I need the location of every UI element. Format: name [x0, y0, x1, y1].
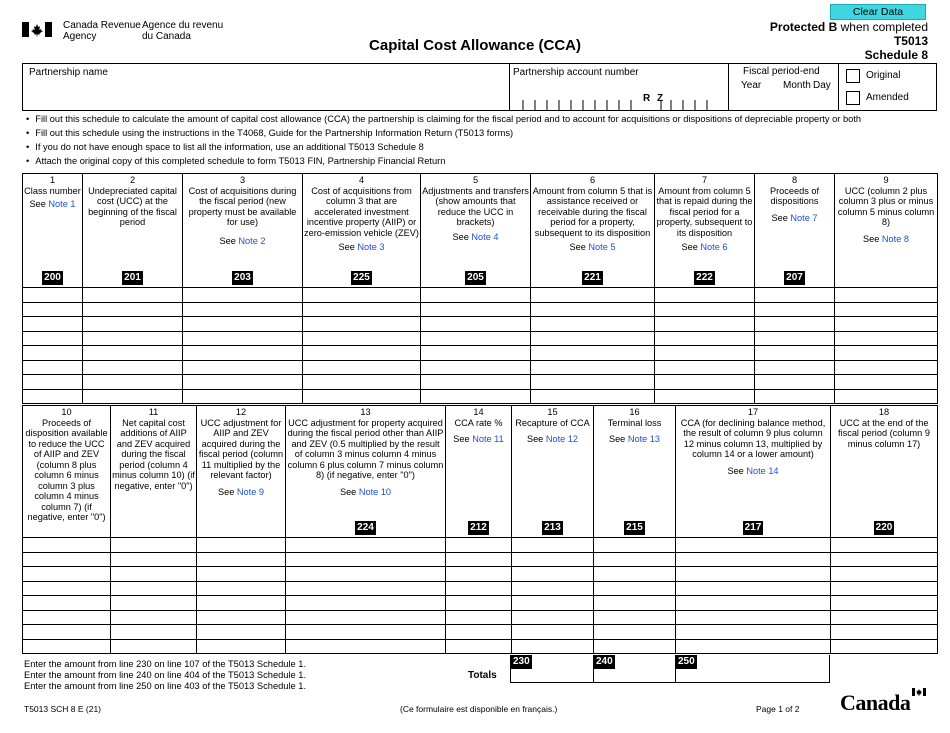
- input-cell[interactable]: [446, 552, 512, 567]
- cca-table-part2: [22, 405, 938, 654]
- input-cell[interactable]: [512, 581, 594, 596]
- input-cell[interactable]: [512, 552, 594, 567]
- input-cell[interactable]: [594, 639, 676, 654]
- input-cell[interactable]: [83, 360, 183, 375]
- input-cell[interactable]: [421, 375, 531, 390]
- input-cell[interactable]: [835, 302, 938, 317]
- input-cell[interactable]: [531, 317, 655, 332]
- line-code-222: 222: [696, 272, 713, 283]
- input-cell[interactable]: [183, 331, 303, 346]
- note-11-link[interactable]: Note 11: [472, 434, 504, 444]
- input-cell[interactable]: [446, 596, 512, 611]
- input-cell[interactable]: [594, 581, 676, 596]
- input-cell[interactable]: [421, 288, 531, 303]
- input-cell[interactable]: [303, 288, 421, 303]
- input-cell[interactable]: [655, 389, 755, 404]
- year-label: Year: [741, 80, 762, 91]
- input-cell[interactable]: [512, 639, 594, 654]
- line-code-213: 213: [544, 522, 561, 533]
- input-cell[interactable]: [83, 375, 183, 390]
- input-cell[interactable]: [655, 331, 755, 346]
- protected-label: [770, 20, 928, 34]
- line-code-224: 224: [357, 522, 374, 533]
- table-row: [23, 581, 938, 596]
- input-cell[interactable]: [512, 625, 594, 640]
- amended-label: Amended: [866, 92, 909, 103]
- input-cell[interactable]: [531, 389, 655, 404]
- original-checkbox[interactable]: [846, 69, 860, 83]
- input-cell[interactable]: [421, 346, 531, 361]
- input-cell[interactable]: [755, 375, 835, 390]
- input-cell[interactable]: [446, 538, 512, 553]
- input-cell[interactable]: [83, 346, 183, 361]
- form-code: T5013 SCH 8 E (21): [24, 704, 102, 714]
- input-cell[interactable]: [111, 552, 197, 567]
- input-cell[interactable]: [286, 625, 446, 640]
- form-id: T5013: [893, 34, 928, 48]
- input-cell[interactable]: [676, 610, 831, 625]
- table-row: [23, 639, 938, 654]
- col-3-header: 3 Cost of acquisitions during the fiscal period (new property must be available for use) See Note 2 203: [183, 174, 303, 288]
- input-cell[interactable]: [197, 639, 286, 654]
- input-cell[interactable]: [446, 567, 512, 582]
- partnership-account-label: Partnership account number: [513, 67, 639, 78]
- input-cell[interactable]: [655, 375, 755, 390]
- input-cell[interactable]: [111, 538, 197, 553]
- input-cell[interactable]: [655, 302, 755, 317]
- input-cell[interactable]: [83, 302, 183, 317]
- input-cell[interactable]: [197, 581, 286, 596]
- input-cell[interactable]: [197, 538, 286, 553]
- line-code-225: 225: [353, 272, 370, 283]
- input-cell[interactable]: [755, 360, 835, 375]
- wordmark-flag-icon: [912, 688, 926, 696]
- input-cell[interactable]: [655, 360, 755, 375]
- input-cell[interactable]: [111, 610, 197, 625]
- input-cell[interactable]: [111, 625, 197, 640]
- line-code-205: 205: [467, 272, 484, 283]
- input-cell[interactable]: [421, 389, 531, 404]
- input-cell[interactable]: [755, 331, 835, 346]
- col-8-header: 8 Proceeds of dispositions See Note 7 207: [755, 174, 835, 288]
- fiscal-period-end-label: Fiscal period-end: [743, 66, 820, 77]
- note-12-link[interactable]: Note 12: [545, 434, 579, 444]
- input-cell[interactable]: [23, 346, 83, 361]
- input-cell[interactable]: [831, 625, 938, 640]
- cca-table-part1: [22, 173, 938, 404]
- input-cell[interactable]: [531, 302, 655, 317]
- input-cell[interactable]: [421, 360, 531, 375]
- table-row: [23, 302, 938, 317]
- month-label: Month: [783, 80, 811, 91]
- input-cell[interactable]: [831, 552, 938, 567]
- input-cell[interactable]: [197, 567, 286, 582]
- col-15-header: 15 Recapture of CCA See Note 12 213: [512, 406, 594, 538]
- input-cell[interactable]: [835, 389, 938, 404]
- input-cell[interactable]: [531, 375, 655, 390]
- table-row: [23, 610, 938, 625]
- table-row: [23, 596, 938, 611]
- note-1-link[interactable]: Note 1: [48, 199, 76, 209]
- input-cell[interactable]: [197, 596, 286, 611]
- input-cell[interactable]: [594, 596, 676, 611]
- input-cell[interactable]: [286, 610, 446, 625]
- col-12-header: 12 UCC adjustment for AIIP and ZEV acquired during the fiscal period (column 11 multiplied by the relevant factor) See Note 9: [197, 406, 286, 538]
- input-cell[interactable]: [23, 538, 111, 553]
- line-code-250: 250: [678, 656, 695, 667]
- page-number: Page 1 of 2: [756, 704, 800, 714]
- line-code-230: 230: [513, 656, 530, 667]
- input-cell[interactable]: [303, 317, 421, 332]
- input-cell[interactable]: [23, 610, 111, 625]
- line-code-220: 220: [875, 522, 893, 533]
- totals-instruction-line: Enter the amount from line 230 on line 107 of the T5013 Schedule 1.: [24, 659, 307, 669]
- input-cell[interactable]: [676, 596, 831, 611]
- totals-instruction-line: Enter the amount from line 240 on line 404 of the T5013 Schedule 1.: [24, 670, 307, 680]
- input-cell[interactable]: [446, 639, 512, 654]
- input-cell[interactable]: [303, 346, 421, 361]
- totals-label: Totals: [468, 670, 497, 681]
- input-cell[interactable]: [446, 581, 512, 596]
- day-label: Day: [813, 80, 831, 91]
- line-code-215: 215: [626, 522, 643, 533]
- input-cell[interactable]: [303, 360, 421, 375]
- input-cell[interactable]: [303, 375, 421, 390]
- input-cell[interactable]: [755, 302, 835, 317]
- input-cell[interactable]: [197, 625, 286, 640]
- col-14-header: 14 CCA rate % See Note 11 212: [446, 406, 512, 538]
- agency-fr-line2: du Canada: [142, 31, 191, 42]
- input-cell[interactable]: [676, 639, 831, 654]
- partnership-name-input[interactable]: [25, 80, 505, 108]
- input-cell[interactable]: [111, 581, 197, 596]
- col-1-header: 1 Class number See Note 1 200: [23, 174, 83, 288]
- input-cell[interactable]: [286, 552, 446, 567]
- input-cell[interactable]: [835, 288, 938, 303]
- input-cell[interactable]: [446, 625, 512, 640]
- rz-label: R Z: [643, 93, 666, 104]
- input-cell[interactable]: [83, 389, 183, 404]
- amended-checkbox[interactable]: [846, 91, 860, 105]
- partnership-name-label: Partnership name: [29, 67, 108, 78]
- canada-wordmark: [840, 690, 910, 716]
- instruction-item: • Fill out this schedule using the instructions in the T4068, Guide for the Partnership Information Return (T5013 forms): [26, 126, 861, 140]
- identification-box: [22, 63, 937, 111]
- input-cell[interactable]: [23, 581, 111, 596]
- input-cell[interactable]: [303, 331, 421, 346]
- input-cell[interactable]: [183, 317, 303, 332]
- input-cell[interactable]: [23, 302, 83, 317]
- input-cell[interactable]: [286, 567, 446, 582]
- input-cell[interactable]: [676, 581, 831, 596]
- clear-data-button[interactable]: Clear Data: [830, 4, 926, 20]
- table-row: [23, 375, 938, 390]
- input-cell[interactable]: [421, 317, 531, 332]
- input-cell[interactable]: [831, 596, 938, 611]
- input-cell[interactable]: [835, 360, 938, 375]
- line-code-212: 212: [470, 522, 487, 533]
- input-cell[interactable]: [183, 302, 303, 317]
- input-cell[interactable]: [23, 317, 83, 332]
- input-cell[interactable]: [594, 610, 676, 625]
- col-4-header: 4 Cost of acquisitions from column 3 that are accelerated investment incentive property (AIIP) or zero-emission vehicle (ZEV) See Note 3 225: [303, 174, 421, 288]
- input-cell[interactable]: [23, 625, 111, 640]
- agency-fr-line1: Agence du revenu: [142, 20, 224, 31]
- input-cell[interactable]: [23, 331, 83, 346]
- french-note: (Ce formulaire est disponible en français.): [400, 704, 558, 714]
- col-2-header: 2 Undepreciated capital cost (UCC) at the beginning of the fiscal period 201: [83, 174, 183, 288]
- fiscal-period-end-input[interactable]: [731, 94, 835, 110]
- input-cell[interactable]: [755, 317, 835, 332]
- note-7-link[interactable]: Note 7: [790, 212, 818, 223]
- table-row: [23, 360, 938, 375]
- note-9-link[interactable]: Note 9: [236, 486, 264, 497]
- input-cell[interactable]: [286, 639, 446, 654]
- note-14-link[interactable]: Note 14: [746, 465, 779, 476]
- note-13-link[interactable]: Note 13: [627, 434, 661, 444]
- input-cell[interactable]: [286, 581, 446, 596]
- input-cell[interactable]: [23, 596, 111, 611]
- input-cell[interactable]: [594, 567, 676, 582]
- note-3-link[interactable]: Note 3: [357, 242, 385, 252]
- totals-instructions: [24, 659, 306, 692]
- input-cell[interactable]: [83, 317, 183, 332]
- note-8-link[interactable]: Note 8: [881, 233, 909, 244]
- totals-instruction-line: Enter the amount from line 250 on line 403 of the T5013 Schedule 1.: [24, 681, 307, 691]
- input-cell[interactable]: [303, 389, 421, 404]
- col-18-header: 18 UCC at the end of the fiscal period (column 9 minus column 17) 220: [831, 406, 938, 538]
- col-6-header: 6 Amount from column 5 that is assistance received or receivable during the fiscal period for a property, subsequent to its disposition See Note 5 221: [531, 174, 655, 288]
- line-code-207: 207: [786, 272, 803, 283]
- input-cell[interactable]: [676, 552, 831, 567]
- input-cell[interactable]: [286, 596, 446, 611]
- input-cell[interactable]: [421, 302, 531, 317]
- input-cell[interactable]: [835, 346, 938, 361]
- input-cell[interactable]: [197, 610, 286, 625]
- input-cell[interactable]: [183, 346, 303, 361]
- input-cell[interactable]: [23, 567, 111, 582]
- note-2-link[interactable]: Note 2: [238, 235, 266, 246]
- table1-header-row: [23, 174, 938, 288]
- input-cell[interactable]: [183, 360, 303, 375]
- col-10-header: 10 Proceeds of disposition available to reduce the UCC of AIIP and ZEV (column 8 plus column 6 minus column 3 plus column 4 minus column 7) (if negative, enter "0"): [23, 406, 111, 538]
- input-cell[interactable]: [23, 375, 83, 390]
- input-cell[interactable]: [531, 346, 655, 361]
- input-cell[interactable]: [531, 360, 655, 375]
- canada-flag-icon: [22, 22, 52, 37]
- input-cell[interactable]: [23, 552, 111, 567]
- input-cell[interactable]: [655, 288, 755, 303]
- line-code-221: 221: [584, 272, 601, 283]
- input-cell[interactable]: [676, 538, 831, 553]
- input-cell[interactable]: [512, 538, 594, 553]
- col-11-header: 11 Net capital cost additions of AIIP and ZEV acquired during the fiscal period (column 4 minus column 10) (if negative, enter "0"): [111, 406, 197, 538]
- original-label: Original: [866, 70, 901, 81]
- instruction-item: • Attach the original copy of this completed schedule to form T5013 FIN, Partnership Financial Return: [26, 154, 861, 168]
- input-cell[interactable]: [512, 610, 594, 625]
- instruction-item: • If you do not have enough space to list all the information, use an additional T5013 Schedule 8: [26, 140, 861, 154]
- col-9-header: 9 UCC (column 2 plus column 3 plus or minus column 5 minus column 8) See Note 8: [835, 174, 938, 288]
- input-cell[interactable]: [286, 538, 446, 553]
- canada-wordmark-text: Canada: [840, 690, 911, 715]
- total-recapture-field[interactable]: [511, 655, 594, 682]
- input-cell[interactable]: [655, 346, 755, 361]
- input-cell[interactable]: [512, 596, 594, 611]
- note-4-link[interactable]: Note 4: [471, 231, 499, 242]
- input-cell[interactable]: [831, 639, 938, 654]
- input-cell[interactable]: [83, 331, 183, 346]
- line-code-240: 240: [596, 656, 613, 667]
- input-cell[interactable]: [594, 552, 676, 567]
- line-code-200: 200: [44, 272, 61, 283]
- table-row: [23, 538, 938, 553]
- note-10-link[interactable]: Note 10: [358, 486, 392, 497]
- table-row: [23, 317, 938, 332]
- table-row: [23, 288, 938, 303]
- input-cell[interactable]: [111, 596, 197, 611]
- table-row: [23, 552, 938, 567]
- input-cell[interactable]: [531, 288, 655, 303]
- table-row: [23, 331, 938, 346]
- input-cell[interactable]: [183, 375, 303, 390]
- input-cell[interactable]: [594, 538, 676, 553]
- input-cell[interactable]: [197, 552, 286, 567]
- input-cell[interactable]: [831, 538, 938, 553]
- input-cell[interactable]: [23, 389, 83, 404]
- input-cell[interactable]: [835, 375, 938, 390]
- col-7-header: 7 Amount from column 5 that is repaid during the fiscal period for a property, subsequent to its disposition See Note 6 222: [655, 174, 755, 288]
- table-row: [23, 346, 938, 361]
- col-5-header: 5 Adjustments and transfers (show amounts that reduce the UCC in brackets) See Note 4 205: [421, 174, 531, 288]
- input-cell[interactable]: [831, 610, 938, 625]
- input-cell[interactable]: [303, 302, 421, 317]
- note-5-link[interactable]: Note 5: [588, 242, 616, 252]
- table-row: [23, 389, 938, 404]
- table2-header-row: [23, 406, 938, 538]
- input-cell[interactable]: [531, 331, 655, 346]
- input-cell[interactable]: [655, 317, 755, 332]
- input-cell[interactable]: [512, 567, 594, 582]
- input-cell[interactable]: [831, 567, 938, 582]
- input-cell[interactable]: [111, 639, 197, 654]
- agency-en-line2: Agency: [63, 31, 97, 42]
- schedule-label: Schedule 8: [864, 48, 928, 62]
- input-cell[interactable]: [23, 639, 111, 654]
- line-code-203: 203: [234, 272, 251, 283]
- agency-en-line1: Canada Revenue: [63, 20, 141, 31]
- input-cell[interactable]: [755, 389, 835, 404]
- instructions-list: [26, 112, 861, 168]
- protected-b: Protected B: [769, 20, 838, 34]
- input-cell[interactable]: [594, 625, 676, 640]
- col-16-header: 16 Terminal loss See Note 13 215: [594, 406, 676, 538]
- input-cell[interactable]: [755, 346, 835, 361]
- input-cell[interactable]: [23, 288, 83, 303]
- partnership-account-input[interactable]: [513, 92, 723, 110]
- input-cell[interactable]: [835, 331, 938, 346]
- col-13-header: 13 UCC adjustment for property acquired during the fiscal period other than AIIP and ZEV (0.5 multiplied by the result of column 3 minus column 4 minus column 6 plus column 7 minus column 8) (if negative, enter "0") See Note 10 224: [286, 406, 446, 538]
- total-cca-field[interactable]: [676, 655, 830, 682]
- input-cell[interactable]: [755, 288, 835, 303]
- input-cell[interactable]: [676, 625, 831, 640]
- input-cell[interactable]: [676, 567, 831, 582]
- note-6-link[interactable]: Note 6: [700, 242, 728, 252]
- line-code-201: 201: [124, 272, 141, 283]
- input-cell[interactable]: [83, 288, 183, 303]
- input-cell[interactable]: [421, 331, 531, 346]
- total-terminal-loss-field[interactable]: [594, 655, 676, 682]
- col-17-header: 17 CCA (for declining balance method, the result of column 9 plus column 12 minus column 13, multiplied by column 14 or a lower amount) See Note 14 217: [676, 406, 831, 538]
- input-cell[interactable]: [23, 360, 83, 375]
- line-code-217: 217: [744, 522, 762, 533]
- input-cell[interactable]: [446, 610, 512, 625]
- input-cell[interactable]: [831, 581, 938, 596]
- instruction-item: • Fill out this schedule to calculate the amount of capital cost allowance (CCA) the partnership is claiming for the fiscal period and to account for acquisitions or dispositions of depreciable property or both: [26, 112, 861, 126]
- input-cell[interactable]: [183, 389, 303, 404]
- page-title: Capital Cost Allowance (CCA): [369, 37, 581, 54]
- totals-row: [510, 655, 830, 683]
- input-cell[interactable]: [835, 317, 938, 332]
- table-row: [23, 567, 938, 582]
- protected-rest: when completed: [837, 20, 928, 34]
- input-cell[interactable]: [183, 288, 303, 303]
- input-cell[interactable]: [111, 567, 197, 582]
- table-row: [23, 625, 938, 640]
